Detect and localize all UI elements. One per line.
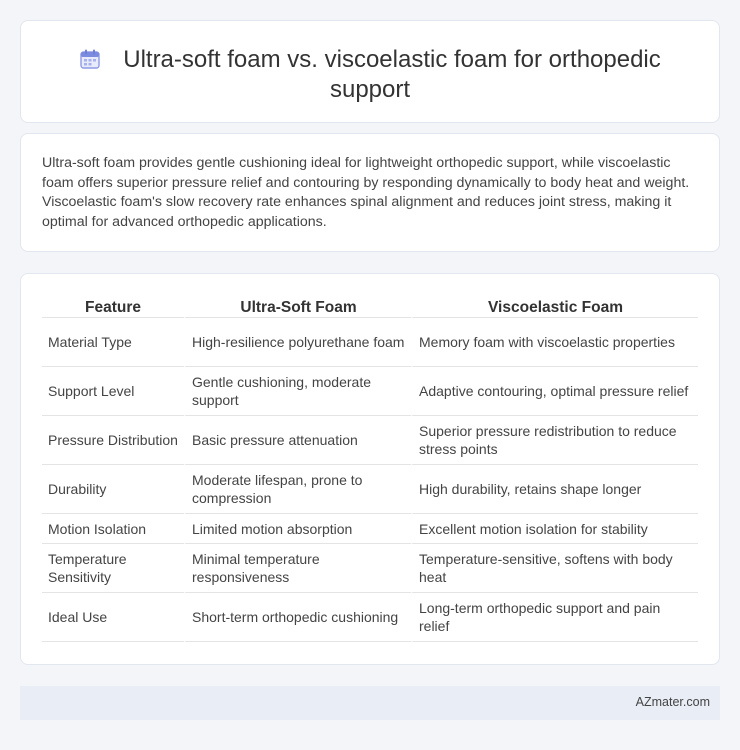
page-title-text: Ultra-soft foam vs. viscoelastic foam for orthopedic support <box>123 46 661 103</box>
table-row <box>42 593 698 642</box>
table-row <box>42 416 698 465</box>
row-viscoelastic: High durability, retains shape longer <box>411 465 698 514</box>
row-ultra-soft: Gentle cushioning, moderate support <box>184 367 411 416</box>
table-row <box>42 544 698 593</box>
title-card <box>20 20 720 123</box>
row-feature: Motion Isolation <box>42 514 184 544</box>
row-ultra-soft: Limited motion absorption <box>184 514 411 544</box>
row-feature: Material Type <box>42 318 184 367</box>
row-feature: Pressure Distribution <box>42 416 184 465</box>
table-row <box>42 367 698 416</box>
row-feature: Ideal Use <box>42 593 184 642</box>
comparison-card <box>20 273 720 665</box>
row-viscoelastic: Temperature-sensitive, softens with body heat <box>411 544 698 593</box>
footer-brand: AZmater.com <box>635 695 710 709</box>
table-row <box>42 318 698 367</box>
row-viscoelastic: Excellent motion isolation for stability <box>411 514 698 544</box>
header-ultra-soft: Ultra-Soft Foam <box>184 296 411 318</box>
intro-card <box>20 133 720 252</box>
comparison-table <box>42 296 698 642</box>
intro-paragraph: Ultra-soft foam provides gentle cushioning ideal for lightweight orthopedic support, while viscoelastic foam offers superior pressure relief and contouring by responding dynamically to body heat and weight. Viscoelastic foam's slow recovery rate enhances spinal alignment and reduces joint stress, making it optimal for advanced orthopedic applications. <box>42 155 690 230</box>
header-feature: Feature <box>42 296 184 318</box>
row-ultra-soft: Basic pressure attenuation <box>184 416 411 465</box>
row-ultra-soft: Minimal temperature responsiveness <box>184 544 411 593</box>
footer-bar <box>20 686 720 720</box>
row-feature: Support Level <box>42 367 184 416</box>
table-row <box>42 465 698 514</box>
row-viscoelastic: Long-term orthopedic support and pain relief <box>411 593 698 642</box>
row-feature: Durability <box>42 465 184 514</box>
row-viscoelastic: Memory foam with viscoelastic properties <box>411 318 698 367</box>
table-row <box>42 514 698 544</box>
row-viscoelastic: Superior pressure redistribution to reduce stress points <box>411 416 698 465</box>
row-ultra-soft: Short-term orthopedic cushioning <box>184 593 411 642</box>
row-feature: Temperature Sensitivity <box>42 544 184 593</box>
calendar-icon <box>79 48 101 70</box>
header-viscoelastic: Viscoelastic Foam <box>411 296 698 318</box>
row-ultra-soft: Moderate lifespan, prone to compression <box>184 465 411 514</box>
table-header-row <box>42 296 698 318</box>
row-viscoelastic: Adaptive contouring, optimal pressure relief <box>411 367 698 416</box>
row-ultra-soft: High-resilience polyurethane foam <box>184 318 411 367</box>
page-title <box>21 45 719 105</box>
